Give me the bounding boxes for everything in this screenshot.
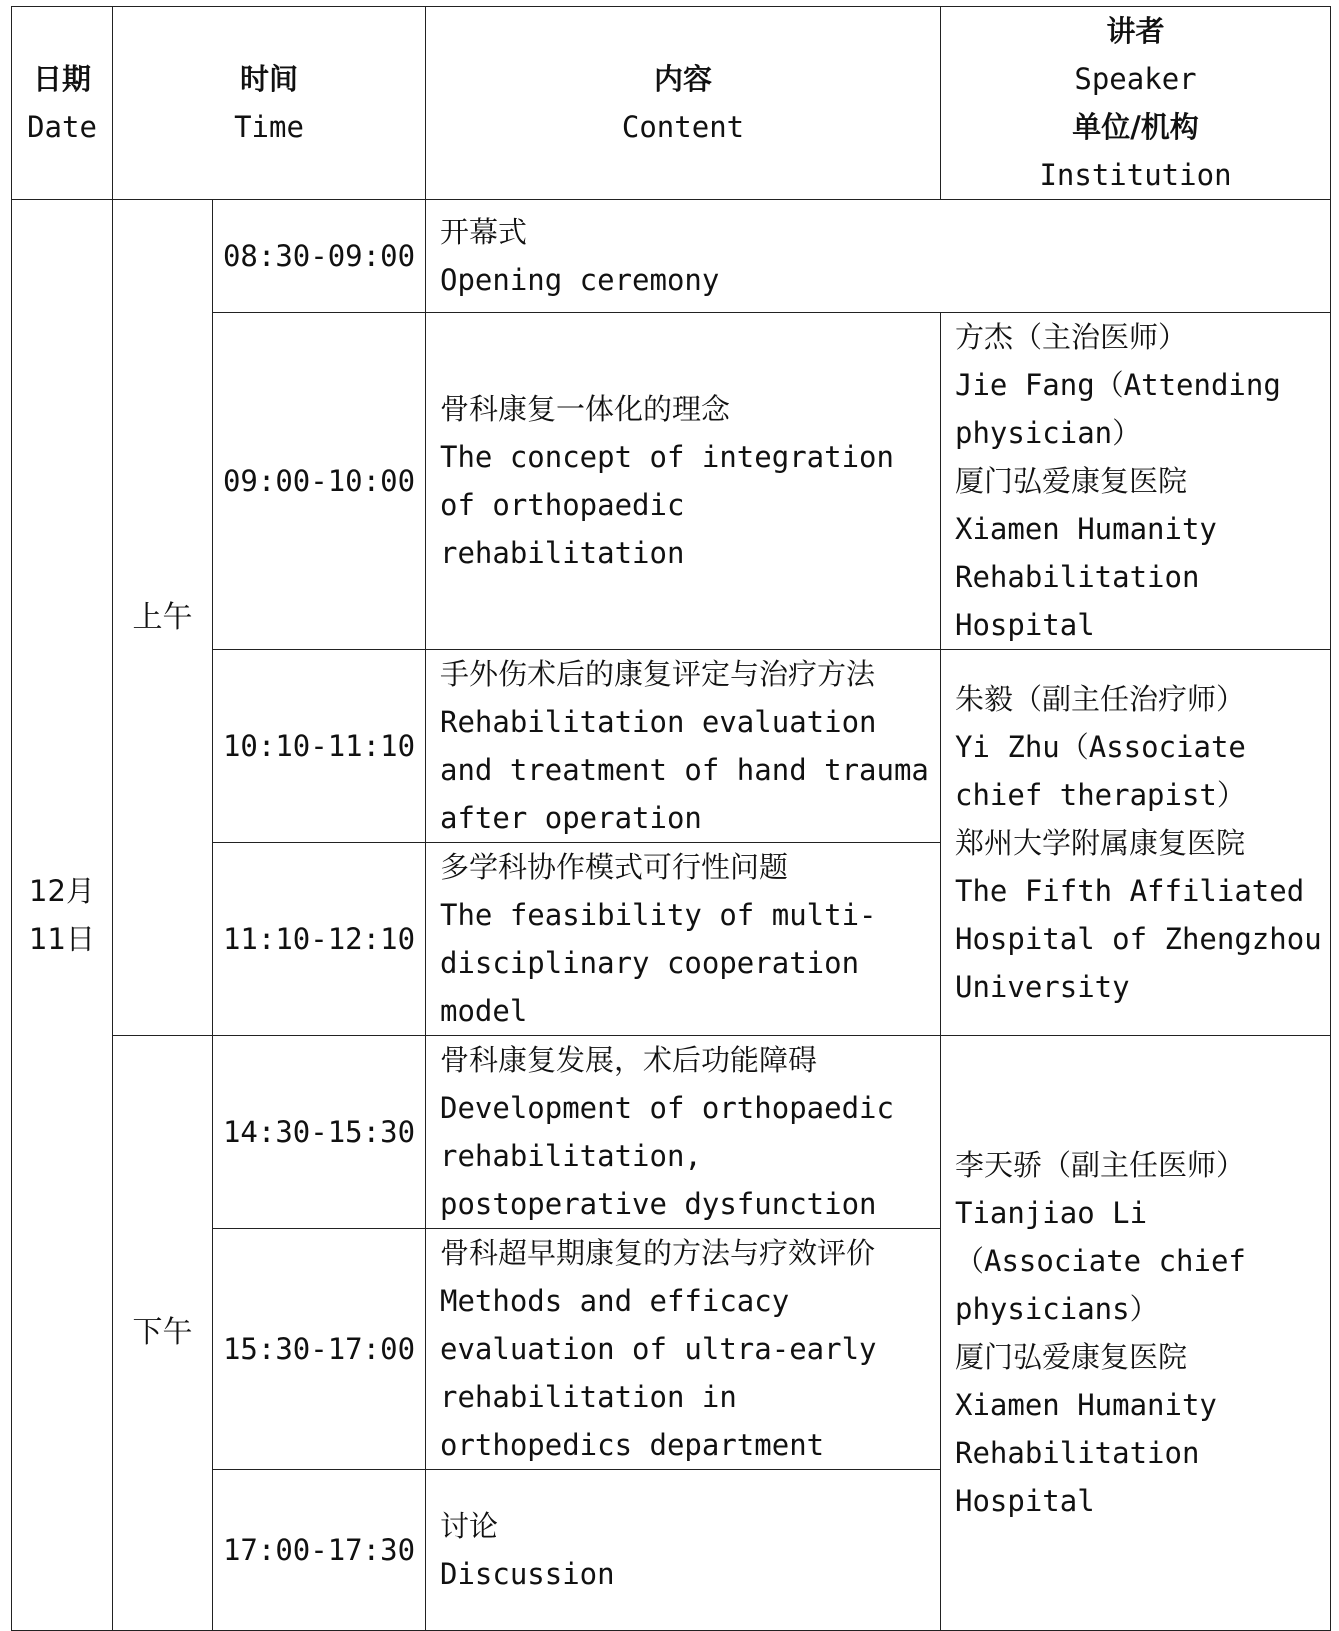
session-time: 17:00-17:30	[213, 1470, 426, 1631]
session-time: 10:10-11:10	[213, 650, 426, 843]
header-speaker-en: Speaker	[1074, 62, 1197, 96]
session-content	[426, 1229, 941, 1470]
header-time	[113, 7, 426, 200]
speaker-name-zh: 方杰（主治医师）	[955, 320, 1188, 354]
content-en: Methods and efficacy evaluation of ultra-early rehabilitation in orthopedics department	[440, 1284, 877, 1462]
session-time: 09:00-10:00	[213, 313, 426, 650]
content-zh: 手外伤术后的康复评定与治疗方法	[440, 657, 876, 691]
session-content	[426, 843, 941, 1036]
speaker-cell	[941, 1036, 1331, 1631]
content-zh: 骨科康复发展，术后功能障碍	[440, 1043, 818, 1077]
header-content-zh: 内容	[653, 62, 712, 96]
session-row	[12, 200, 1331, 313]
speaker-cell	[941, 313, 1331, 650]
speaker-name-en: Tianjiao Li（Associate chief physicians）	[955, 1196, 1246, 1326]
header-speaker	[941, 7, 1331, 200]
morning-label: 上午	[113, 200, 213, 1036]
session-time: 11:10-12:10	[213, 843, 426, 1036]
schedule-table	[11, 6, 1331, 1631]
header-content	[426, 7, 941, 200]
header-time-zh: 时间	[239, 62, 298, 96]
speaker-inst-en: Xiamen Humanity Rehabilitation Hospital	[955, 1388, 1217, 1518]
date-day: 11日	[29, 922, 95, 956]
content-en: The feasibility of multi-disciplinary cooperation model	[440, 898, 877, 1028]
session-time: 14:30-15:30	[213, 1036, 426, 1229]
content-en: Development of orthopaedic rehabilitation, postoperative dysfunction	[440, 1091, 894, 1221]
session-content	[426, 650, 941, 843]
content-zh: 骨科超早期康复的方法与疗效评价	[440, 1236, 876, 1270]
speaker-inst-zh: 郑州大学附属康复医院	[955, 825, 1246, 860]
speaker-inst-en: Xiamen Humanity Rehabilitation Hospital	[955, 512, 1217, 642]
speaker-cell	[941, 650, 1331, 1036]
speaker-inst-zh: 厦门弘爱康复医院	[955, 1340, 1188, 1374]
header-institution-zh: 单位/机构	[1072, 110, 1199, 144]
speaker-name-zh: 朱毅（副主任治疗师）	[955, 681, 1246, 716]
header-date-zh: 日期	[32, 62, 91, 96]
speaker-inst-en: The Fifth Affiliated Hospital of Zhengzhou University	[955, 873, 1322, 1004]
content-en: The concept of integration of orthopaedic rehabilitation	[440, 440, 894, 570]
content-zh: 讨论	[440, 1509, 499, 1543]
session-content	[426, 200, 1331, 313]
session-row	[12, 1036, 1331, 1229]
speaker-name-zh: 李天骄（副主任医师）	[955, 1148, 1246, 1182]
content-zh: 开幕式	[440, 215, 528, 249]
session-content	[426, 313, 941, 650]
date-month: 12月	[29, 874, 95, 908]
header-time-en: Time	[234, 110, 304, 144]
date-cell	[12, 200, 113, 1631]
header-date	[12, 7, 113, 200]
session-content	[426, 1036, 941, 1229]
afternoon-label: 下午	[113, 1036, 213, 1631]
header-date-en: Date	[27, 110, 97, 144]
speaker-name-en: Yi Zhu（Associate chief therapist）	[955, 729, 1246, 812]
header-content-en: Content	[621, 110, 745, 144]
session-time: 15:30-17:00	[213, 1229, 426, 1470]
content-en: Rehabilitation evaluation and treatment of hand trauma after operation	[440, 705, 929, 835]
content-zh: 多学科协作模式可行性问题	[440, 850, 789, 884]
session-time: 08:30-09:00	[213, 200, 426, 313]
header-row	[12, 7, 1331, 200]
header-speaker-zh: 讲者	[1106, 14, 1165, 48]
content-en: Opening ceremony	[440, 263, 720, 297]
header-institution-en: Institution	[1039, 158, 1232, 192]
session-content	[426, 1470, 941, 1631]
content-en: Discussion	[440, 1557, 615, 1591]
speaker-inst-zh: 厦门弘爱康复医院	[955, 464, 1188, 498]
speaker-name-en: Jie Fang（Attending physician）	[955, 368, 1281, 450]
content-zh: 骨科康复一体化的理念	[440, 392, 731, 426]
